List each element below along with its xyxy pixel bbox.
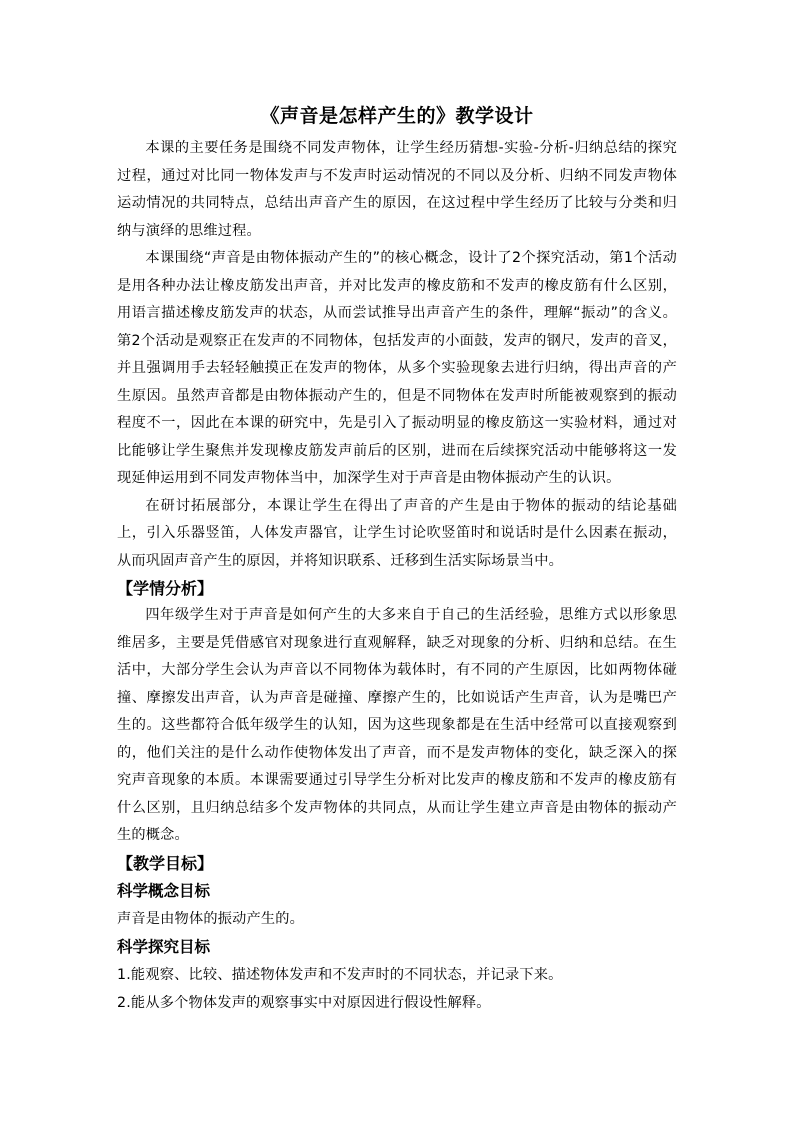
intro-paragraph-2: 本课围绕“声音是由物体振动产生的”的核心概念，设计了2个探究活动，第1个活动是用各种办法让橡皮筋发出声音，并对比发声的橡皮筋和不发声的橡皮筋有什么区别，用语言描述橡皮筋发声的状态，从而尝试推导出声音产生的条件，理解“振动”的含义。第2个活动是观察正在发声的不同物体，包括发声的小面鼓，发声的钢尺，发声的音叉，并且强调用手去轻轻触摸正在发声的物体，从多个实验现象去进行归纳，得出声音的产生原因。虽然声音都是由物体振动产生的，但是不同物体在发声时所能被观察到的振动程度不一，因此在本课的研究中，先是引入了振动明显的橡皮筋这一实验材料，通过对比能够让学生聚焦并发现橡皮筋发声前后的区别，进而在后续探究活动中能够将这一发现延伸运用到不同发声物体当中，加深学生对于声音是由物体振动产生的认识。 [117,250,677,486]
inquiry-goal-item-1: 1.能观察、比较、描述物体发声和不发声时的不同状态，并记录下来。 [117,966,563,983]
inquiry-goal-item-2: 2.能从多个物体发声的观察事实中对原因进行假设性解释。 [117,994,491,1011]
document-title: 《声音是怎样产生的》教学设计 [260,105,534,127]
concept-goal-heading: 科学概念目标 [117,881,211,900]
document-page [117,103,677,1017]
concept-goal-text: 声音是由物体的振动产生的。 [117,910,305,927]
teaching-goals-heading: 【教学目标】 [117,853,214,873]
intro-paragraph-3: 在研讨拓展部分，本课让学生在得出了声音的产生是由于物体的振动的结论基础上，引入乐器竖笛，人体发声器官，让学生讨论吹竖笛时和说话时是什么因素在振动，从而巩固声音产生的原因，并将知识联系、迁移到生活实际场景当中。 [117,497,677,569]
learner-analysis-paragraph: 四年级学生对于声音是如何产生的大多来自于自己的生活经验，思维方式以形象思维居多，主要是凭借感官对现象进行直观解释，缺乏对现象的分析、归纳和总结。在生活中，大部分学生会认为声音以不同物体为载体时，有不同的产生原因，比如两物体碰撞、摩擦发出声音，认为声音是碰撞、摩擦产生的，比如说话产生声音，认为是嘴巴产生的。这些都符合低年级学生的认知，因为这些现象都是在生活中经常可以直接观察到的，他们关注的是什么动作使物体发出了声音，而不是发声物体的变化，缺乏深入的探究声音现象的本质。本课需要通过引导学生分析对比发声的橡皮筋和不发声的橡皮筋有什么区别，且归纳总结多个发声物体的共同点，从而让学生建立声音是由物体的振动产生的概念。 [117,607,677,843]
inquiry-goal-heading: 科学探究目标 [117,937,211,956]
learner-analysis-heading: 【学情分析】 [117,579,214,598]
intro-paragraph-1: 本课的主要任务是围绕不同发声物体，让学生经历猜想-实验-分析-归纳总结的探究过程，通过对比同一物体发声与不发声时运动情况的不同以及分析、归纳不同发声物体运动情况的共同特点，总结出声音产生的原因，在这过程中学生经历了比较与分类和归纳与演绎的思维过程。 [117,140,677,239]
